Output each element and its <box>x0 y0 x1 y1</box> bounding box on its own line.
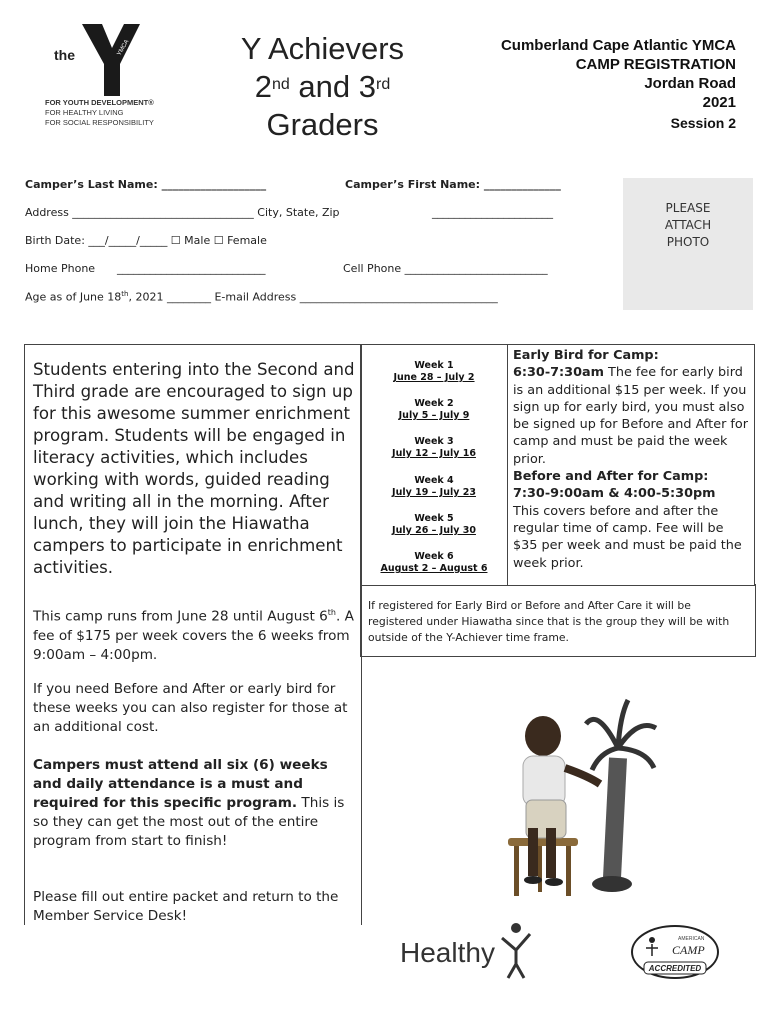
before-after-heading: Before and After for Camp: <box>513 469 709 485</box>
healthy-u-logo <box>398 920 538 980</box>
session-label: Session 2 <box>670 115 736 131</box>
first-name-field[interactable]: Camper’s First Name: ______________ <box>345 178 561 191</box>
week-row: Week 2 July 5 – July 9 <box>398 398 470 421</box>
page-title <box>220 30 425 144</box>
early-bird-box: Early Bird for Camp: 6:30-7:30am The fee for early bird is an additional $15 per week. If you sign up for early bird, you must also be signed up for Before and After for camp and must be paid the week prior. Before and After for Camp: 7:30-9:00am & 4:00-5:30pm This covers before and after the regular time of camp. Fee will be $35 per week and must be paid the week prior. <box>506 344 755 586</box>
early-bird-heading: Early Bird for Camp: <box>513 348 659 363</box>
photo-line-2: ATTACH <box>664 218 712 232</box>
year: 2021 <box>702 94 736 111</box>
healthy-text: Healthy <box>400 937 495 968</box>
week-row: Week 3 July 12 – July 16 <box>392 436 476 459</box>
age-email-field[interactable]: Age as of June 18th, 2021 ________ E-mail Address ____________________________________ <box>25 290 498 304</box>
home-phone-field[interactable]: ___________________________ <box>117 262 266 275</box>
week-row: Week 1 June 28 – July 2 <box>393 360 475 383</box>
camp-registration: CAMP REGISTRATION <box>575 56 736 73</box>
title-line-1: Y Achievers <box>240 31 405 66</box>
acc-top-text: AMERICAN <box>678 936 705 942</box>
logo-the-text: the <box>54 47 75 63</box>
home-phone-label: Home Phone <box>25 262 96 275</box>
photo-placeholder <box>623 178 753 310</box>
logo-ymca-text: YMCA <box>116 38 131 57</box>
title-line-3: Graders <box>266 107 379 142</box>
logo-tagline <box>45 98 154 128</box>
weeks-table <box>360 344 508 586</box>
location: Jordan Road <box>644 75 736 92</box>
attendance-text: Campers must attend all six (6) weeks and daily attendance is a must and required for this specific program. This is so they can get the most out of the entire program from start to finish! <box>33 757 345 849</box>
city-state-zip-field[interactable]: ______________________ <box>432 206 553 219</box>
tagline-2: FOR HEALTHY LIVING <box>45 108 124 117</box>
org-name: Cumberland Cape Atlantic YMCA <box>500 37 736 54</box>
cell-phone-field[interactable]: Cell Phone __________________________ <box>343 262 548 275</box>
early-bird-time: 6:30-7:30am <box>513 365 604 381</box>
accredited-text: ACCREDITED <box>648 964 702 973</box>
title-line-2: 2nd and 3rd <box>254 69 391 104</box>
org-header <box>501 36 736 112</box>
last-name-field[interactable]: Camper’s Last Name: ___________________ <box>25 178 267 191</box>
return-instructions: Please fill out entire packet and return to the Member Service Desk! <box>33 889 339 924</box>
runs-text: This camp runs from June 28 until August 6th. A fee of $175 per week covers the 6 weeks from 9:00am – 4:00pm. <box>33 608 354 663</box>
photo-line-3: PHOTO <box>666 235 710 249</box>
before-after-text: If you need Before and After or early bird for these weeks you can also register for those at an additional cost. <box>33 681 348 735</box>
tagline-1: FOR YOUTH DEVELOPMENT® <box>45 98 154 107</box>
hiawatha-note: If registered for Early Bird or Before and After Care it will be registered under Hiawatha since that is the group they will be with outside of the Y-Achiever time frame. <box>360 584 756 657</box>
child-photo <box>488 688 658 898</box>
photo-line-1: PLEASE <box>665 201 711 215</box>
week-row: Week 4 July 19 – July 23 <box>392 475 476 498</box>
description-box <box>24 344 362 925</box>
acc-camp-text: CAMP <box>672 943 705 957</box>
address-field[interactable]: Address _________________________________ City, State, Zip <box>25 206 340 219</box>
birth-date-field[interactable]: Birth Date: ___/_____/_____ ☐ Male ☐ Female <box>25 234 267 247</box>
accredited-camp-badge <box>630 924 720 980</box>
tagline-3: FOR SOCIAL RESPONSIBILITY <box>45 118 154 127</box>
intro-text: Students entering into the Second and Third grade are encouraged to sign up for this awesome summer enrichment program. Students will be engaged in literacy activities, which includes working with words, guided reading and writing all in the morning. After lunch, they will join the Hiawatha campers to participate in enrichment activities. <box>33 360 355 577</box>
week-row: Week 5 July 26 – July 30 <box>392 513 476 536</box>
before-after-time: 7:30-9:00am & 4:00-5:30pm <box>513 486 716 502</box>
week-row: Week 6 August 2 – August 6 <box>380 551 488 574</box>
